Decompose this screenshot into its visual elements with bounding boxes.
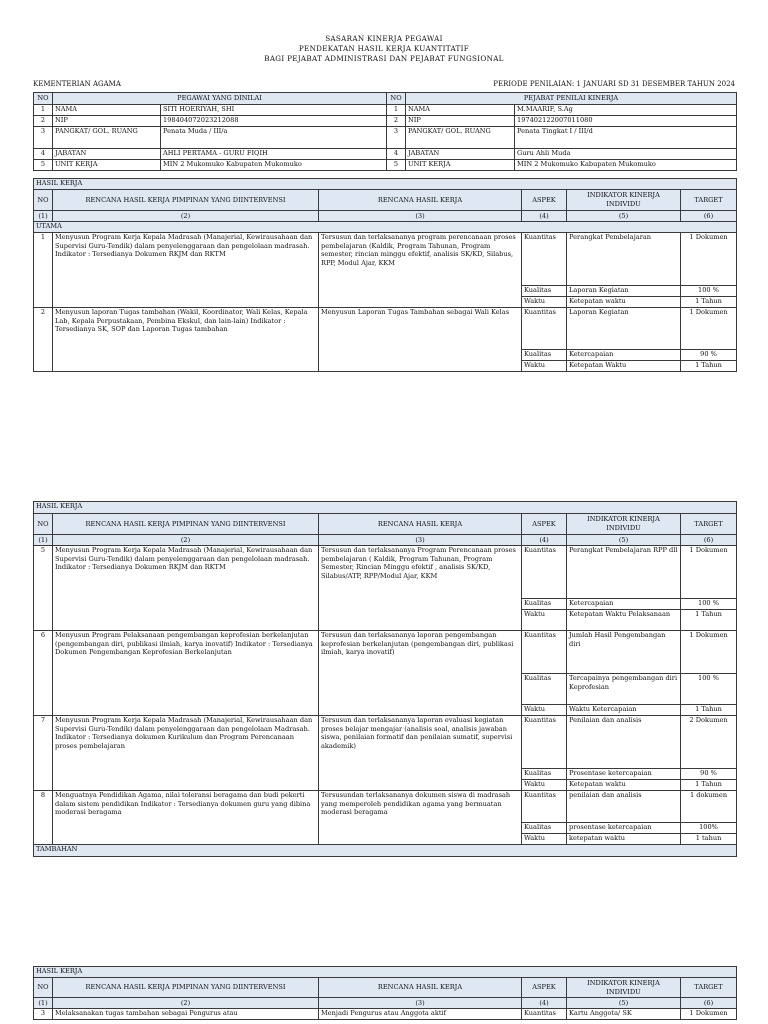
col-number: (1) — [34, 535, 53, 546]
info-value: Penata Muda / III/a — [161, 127, 387, 149]
info-value: SITI HOERIYAH, SHI — [161, 105, 387, 116]
info-label: UNIT KERJA — [53, 160, 161, 171]
target-cell: 90 % — [681, 350, 737, 361]
hasil-kerja-label: HASIL KERJA — [34, 502, 737, 514]
col-no: NO — [34, 93, 53, 105]
row-no: 8 — [34, 791, 53, 845]
target-cell: 1 dokumen — [681, 791, 737, 823]
info-row — [34, 105, 737, 116]
hasil-kerja-table-1 — [33, 178, 737, 372]
col-rencana-pimpinan: RENCANA HASIL KERJA PIMPINAN YANG DIINTERVENSI — [53, 190, 319, 211]
doc-title-line3: BAGI PEJABAT ADMINISTRASI DAN PEJABAT FUNGSIONAL — [264, 54, 504, 63]
aspek-cell: Kualitas — [522, 286, 567, 297]
col-number-row — [34, 998, 737, 1009]
aspek-cell: Waktu — [522, 705, 567, 716]
indikator-cell: Laporan Kegiatan — [567, 286, 681, 297]
col-rencana: RENCANA HASIL KERJA — [319, 978, 522, 998]
indikator-cell: Penilaian dan analisis — [567, 716, 681, 769]
col-number: (6) — [681, 535, 737, 546]
col-number: (2) — [53, 211, 319, 222]
info-no: 4 — [387, 149, 406, 160]
col-aspek: ASPEK — [522, 514, 567, 535]
col-aspek: ASPEK — [522, 978, 567, 998]
col-number: (4) — [522, 211, 567, 222]
info-value: MIN 2 Mukomuko Kabupaten Mukomuko — [515, 160, 737, 171]
rencana-cell: Menyusun Laporan Tugas Tambahan sebagai Wali Kelas — [319, 308, 522, 372]
table-row — [34, 791, 737, 823]
indikator-cell: penilaian dan analisis — [567, 791, 681, 823]
indikator-cell: Prosentase ketercapaian — [567, 769, 681, 780]
info-value: Guru Ahli Muda — [515, 149, 737, 160]
target-cell: 100% — [681, 823, 737, 834]
col-number: (4) — [522, 535, 567, 546]
rencana-cell: Tersusundan terlaksananya dokumen siswa di madrasah yang memperoleh pendidikan agama yang bermuatan moderasi beragama — [319, 791, 522, 845]
target-cell: 1 Dokumen — [681, 308, 737, 350]
target-cell: 100 % — [681, 286, 737, 297]
section-bar — [34, 502, 737, 514]
target-cell: 1 Dokumen — [681, 631, 737, 674]
indikator-cell: Ketepatan waktu — [567, 297, 681, 308]
col-aspek: ASPEK — [522, 190, 567, 211]
aspek-cell: Waktu — [522, 297, 567, 308]
doc-title-line2: PENDEKATAN HASIL KERJA KUANTITATIF — [298, 44, 470, 53]
pejabat-penilai-title: PEJABAT PENILAI KINERJA — [406, 93, 737, 105]
col-indikator: INDIKATOR KINERJA INDIVIDU — [567, 514, 681, 535]
rencana-pimpinan-cell: Menguatnya Pendidikan Agama, nilai toleransi beragama dan budi pekerti dalam sistem pendidikan Indikator : Tersedianya dokumen guru yang dibina moderasi beragama — [53, 791, 319, 845]
aspek-cell: Kualitas — [522, 769, 567, 780]
col-no-right: NO — [387, 93, 406, 105]
target-cell: 90 % — [681, 769, 737, 780]
info-no: 3 — [387, 127, 406, 149]
aspek-cell: Kuantitas — [522, 791, 567, 823]
indikator-cell: Ketepatan Waktu Pelaksanaan — [567, 610, 681, 631]
col-indikator: INDIKATOR KINERJA INDIVIDU — [567, 978, 681, 998]
section-bar — [34, 179, 737, 190]
instansi-label: KEMENTERIAN AGAMA — [33, 80, 121, 88]
indikator-cell: Ketepatan waktu — [567, 780, 681, 791]
info-label: JABATAN — [406, 149, 515, 160]
rencana-pimpinan-cell: Menyusun Program Pelaksanaan pengembangan keprofesian berkelanjutan (pengembangan diri, publikasi ilmiah, karya inovatif) Indikator : Tersedianya Dokumen Pengembangan Keprofesian Berkelanjutan — [53, 631, 319, 716]
aspek-cell: Kualitas — [522, 599, 567, 610]
col-target: TARGET — [681, 514, 737, 535]
indikator-cell: Tercapainya pengembangan diri Keprofesian — [567, 674, 681, 705]
col-number: (6) — [681, 998, 737, 1009]
row-no: 1 — [34, 233, 53, 308]
info-label: UNIT KERJA — [406, 160, 515, 171]
col-number: (3) — [319, 211, 522, 222]
col-number-row — [34, 211, 737, 222]
info-row — [34, 116, 737, 127]
info-label: NAMA — [406, 105, 515, 116]
row-no: 7 — [34, 716, 53, 791]
aspek-cell: Kuantitas — [522, 631, 567, 674]
indikator-cell: Ketepatan Waktu — [567, 361, 681, 372]
target-cell: 2 Dokumen — [681, 716, 737, 769]
info-no: 5 — [387, 160, 406, 171]
col-rencana: RENCANA HASIL KERJA — [319, 190, 522, 211]
info-no: 3 — [34, 127, 53, 149]
col-rencana: RENCANA HASIL KERJA — [319, 514, 522, 535]
hasil-kerja-table-3 — [33, 966, 737, 1020]
indikator-cell: Waktu Ketercapaian — [567, 705, 681, 716]
row-no: 5 — [34, 546, 53, 631]
rencana-cell: Tersusun dan terlaksananya program perencanaan proses pembelajaran (Kaldik, Program Tahunan, Program semester, rincian minggu efektif, analisis SK/KD, Silabus, RPP, Modul Ajar, KKM — [319, 233, 522, 308]
info-value: Penata Tingkat I / III/d — [515, 127, 737, 149]
row-no: 3 — [34, 1009, 53, 1020]
info-no: 1 — [34, 105, 53, 116]
rencana-pimpinan-cell: Melaksanakan tugas tambahan sebagai Pengurus atau — [53, 1009, 319, 1020]
info-value: 197402122007011080 — [515, 116, 737, 127]
info-label: PANGKAT/ GOL. RUANG — [406, 127, 515, 149]
col-number: (3) — [319, 998, 522, 1009]
info-value: AHLI PERTAMA - GURU FIQIH — [161, 149, 387, 160]
table-row — [34, 631, 737, 674]
target-cell: 1 Tahun — [681, 780, 737, 791]
col-number: (6) — [681, 211, 737, 222]
target-cell: 100 % — [681, 674, 737, 705]
aspek-cell: Kuantitas — [522, 308, 567, 350]
target-cell: 1 Tahun — [681, 705, 737, 716]
aspek-cell: Waktu — [522, 834, 567, 845]
info-no: 2 — [34, 116, 53, 127]
col-number: (5) — [567, 535, 681, 546]
col-rencana-pimpinan: RENCANA HASIL KERJA PIMPINAN YANG DIINTERVENSI — [53, 978, 319, 998]
indikator-cell: Ketercapaian — [567, 350, 681, 361]
col-target: TARGET — [681, 190, 737, 211]
aspek-cell: Kuantitas — [522, 546, 567, 599]
rencana-cell: Tersusun dan terlaksananya laporan pengembangan keprofesian berkelanjutan (pengembangan diri, publikasi ilmiah, karya inovatif) — [319, 631, 522, 716]
info-label: NIP — [406, 116, 515, 127]
col-number: (4) — [522, 998, 567, 1009]
table-row — [34, 546, 737, 599]
row-no: 6 — [34, 631, 53, 716]
rencana-cell: Tersusun dan terlaksananya Program Perencanaan proses pembelajaran ( Kaldik, Program Tahunan, Program Semester, Rincian Minggu efektif , analisis SK/KD, Silabus/ATP, RPP/Modul Ajar, KKM — [319, 546, 522, 631]
info-label: NIP — [53, 116, 161, 127]
indikator-cell: Laporan Kegiatan — [567, 308, 681, 350]
table-row — [34, 233, 737, 286]
info-no: 2 — [387, 116, 406, 127]
table-header-row — [34, 978, 737, 998]
col-no: NO — [34, 978, 53, 998]
col-number: (5) — [567, 998, 681, 1009]
utama-label: UTAMA — [34, 222, 737, 233]
indikator-cell: Jumlah Hasil Pengembangan diri — [567, 631, 681, 674]
row-no: 2 — [34, 308, 53, 372]
hasil-kerja-label: HASIL KERJA — [34, 179, 737, 190]
info-value: 198404072023212088 — [161, 116, 387, 127]
col-rencana-pimpinan: RENCANA HASIL KERJA PIMPINAN YANG DIINTERVENSI — [53, 514, 319, 535]
rencana-pimpinan-cell: Menyusun Program Kerja Kepala Madrasah (Manajerial, Kewirausahaan dan Supervisi Guru-Tendik) dalam penyelenggaraan dan pengelolaan madrasah. Indikator : Tersedianya Dokumen RKJM dan RKTM — [53, 546, 319, 631]
table-header-row — [34, 514, 737, 535]
aspek-cell: Kuantitas — [522, 716, 567, 769]
hasil-kerja-label: HASIL KERJA — [34, 967, 737, 978]
pegawai-dinilai-title: PEGAWAI YANG DINILAI — [53, 93, 387, 105]
section-bar — [34, 845, 737, 857]
rencana-pimpinan-cell: Menyusun laporan Tugas tambahan (Wakil, Koordinator, Wali Kelas, Kepala Lab, Kepala Perpustakaan, Pembina Ekskul, dan lain-lain) Indikator : Tersedianya SK, SOP dan Laporan Tugas tambahan — [53, 308, 319, 372]
target-cell: 1 Tahun — [681, 361, 737, 372]
col-no: NO — [34, 190, 53, 211]
aspek-cell: Waktu — [522, 361, 567, 372]
col-number: (1) — [34, 998, 53, 1009]
rencana-cell: Tersusun dan terlaksananya laporan evaluasi kegiatan proses belajar mengajar (analisis soal, analisis jawaban siswa, penilaian formatif dan penilaian sumatif, supervisi akademik) — [319, 716, 522, 791]
info-row — [34, 160, 737, 171]
target-cell: 1 tahun — [681, 834, 737, 845]
indikator-cell: Kartu Anggota/ SK — [567, 1009, 681, 1020]
target-cell: 1 Dokumen — [681, 546, 737, 599]
table-row — [34, 308, 737, 350]
col-target: TARGET — [681, 978, 737, 998]
info-row — [34, 149, 737, 160]
aspek-cell: Kuantitas — [522, 1009, 567, 1020]
col-indikator: INDIKATOR KINERJA INDIVIDU — [567, 190, 681, 211]
aspek-cell: Kualitas — [522, 823, 567, 834]
info-label: NAMA — [53, 105, 161, 116]
info-no: 1 — [387, 105, 406, 116]
table-row — [34, 716, 737, 769]
info-label: JABATAN — [53, 149, 161, 160]
section-bar — [34, 222, 737, 233]
indikator-cell: ketepatan waktu — [567, 834, 681, 845]
aspek-cell: Waktu — [522, 610, 567, 631]
target-cell: 1 Dokumen — [681, 233, 737, 286]
col-number: (3) — [319, 535, 522, 546]
aspek-cell: Waktu — [522, 780, 567, 791]
target-cell: 1 Dokumen — [681, 1009, 737, 1020]
info-no: 4 — [34, 149, 53, 160]
aspek-cell: Kuantitas — [522, 233, 567, 286]
col-number: (5) — [567, 211, 681, 222]
table-header-row — [34, 190, 737, 211]
col-no: NO — [34, 514, 53, 535]
table-row — [34, 1009, 737, 1020]
hasil-kerja-table-2 — [33, 501, 737, 857]
rencana-cell: Menjadi Pengurus atau Anggota aktif — [319, 1009, 522, 1020]
indikator-cell: Perangkat Pembelajaran RPP dll — [567, 546, 681, 599]
target-cell: 1 Tahun — [681, 610, 737, 631]
aspek-cell: Kualitas — [522, 350, 567, 361]
section-bar — [34, 967, 737, 978]
aspek-cell: Kualitas — [522, 674, 567, 705]
col-number: (2) — [53, 998, 319, 1009]
info-value: MIN 2 Mukomuko Kabupaten Mukomuko — [161, 160, 387, 171]
col-number: (1) — [34, 211, 53, 222]
tambahan-label: TAMBAHAN — [34, 845, 737, 857]
col-number-row — [34, 535, 737, 546]
col-number: (2) — [53, 535, 319, 546]
info-label: PANGKAT/ GOL. RUANG — [53, 127, 161, 149]
rencana-pimpinan-cell: Menyusun Program Kerja Kepala Madrasah (Manajerial, Kewirausahaan dan Supervisi Guru-Tendik) dalam penyelenggaraan dan pengelolaan madrasah. Indikator : Tersedianya Dokumen RKJM dan RKTM — [53, 233, 319, 308]
doc-title-line1: SASARAN KINERJA PEGAWAI — [325, 34, 443, 43]
info-no: 5 — [34, 160, 53, 171]
rencana-pimpinan-cell: Menyusun Program Kerja Kepala Madrasah (Manajerial, Kewirausahaan dan Supervisi Guru-Tendik) dalam penyelenggaraan dan pengelolaan Madrasah. Indikator : Tersedianya dokumen Kurikulum dan Program Perencanaan proses pembelajaran — [53, 716, 319, 791]
indikator-cell: prosentase ketercapaian — [567, 823, 681, 834]
info-header-row — [34, 93, 737, 105]
target-cell: 100 % — [681, 599, 737, 610]
periode-label: PERIODE PENILAIAN: 1 JANUARI SD 31 DESEMBER TAHUN 2024 — [493, 80, 735, 88]
info-value: M.MAARIF, S.Ag — [515, 105, 737, 116]
indikator-cell: Ketercapaian — [567, 599, 681, 610]
skp-table-page1 — [33, 92, 737, 171]
indikator-cell: Perangkat Pembelajaran — [567, 233, 681, 286]
target-cell: 1 Tahun — [681, 297, 737, 308]
info-row — [34, 127, 737, 149]
